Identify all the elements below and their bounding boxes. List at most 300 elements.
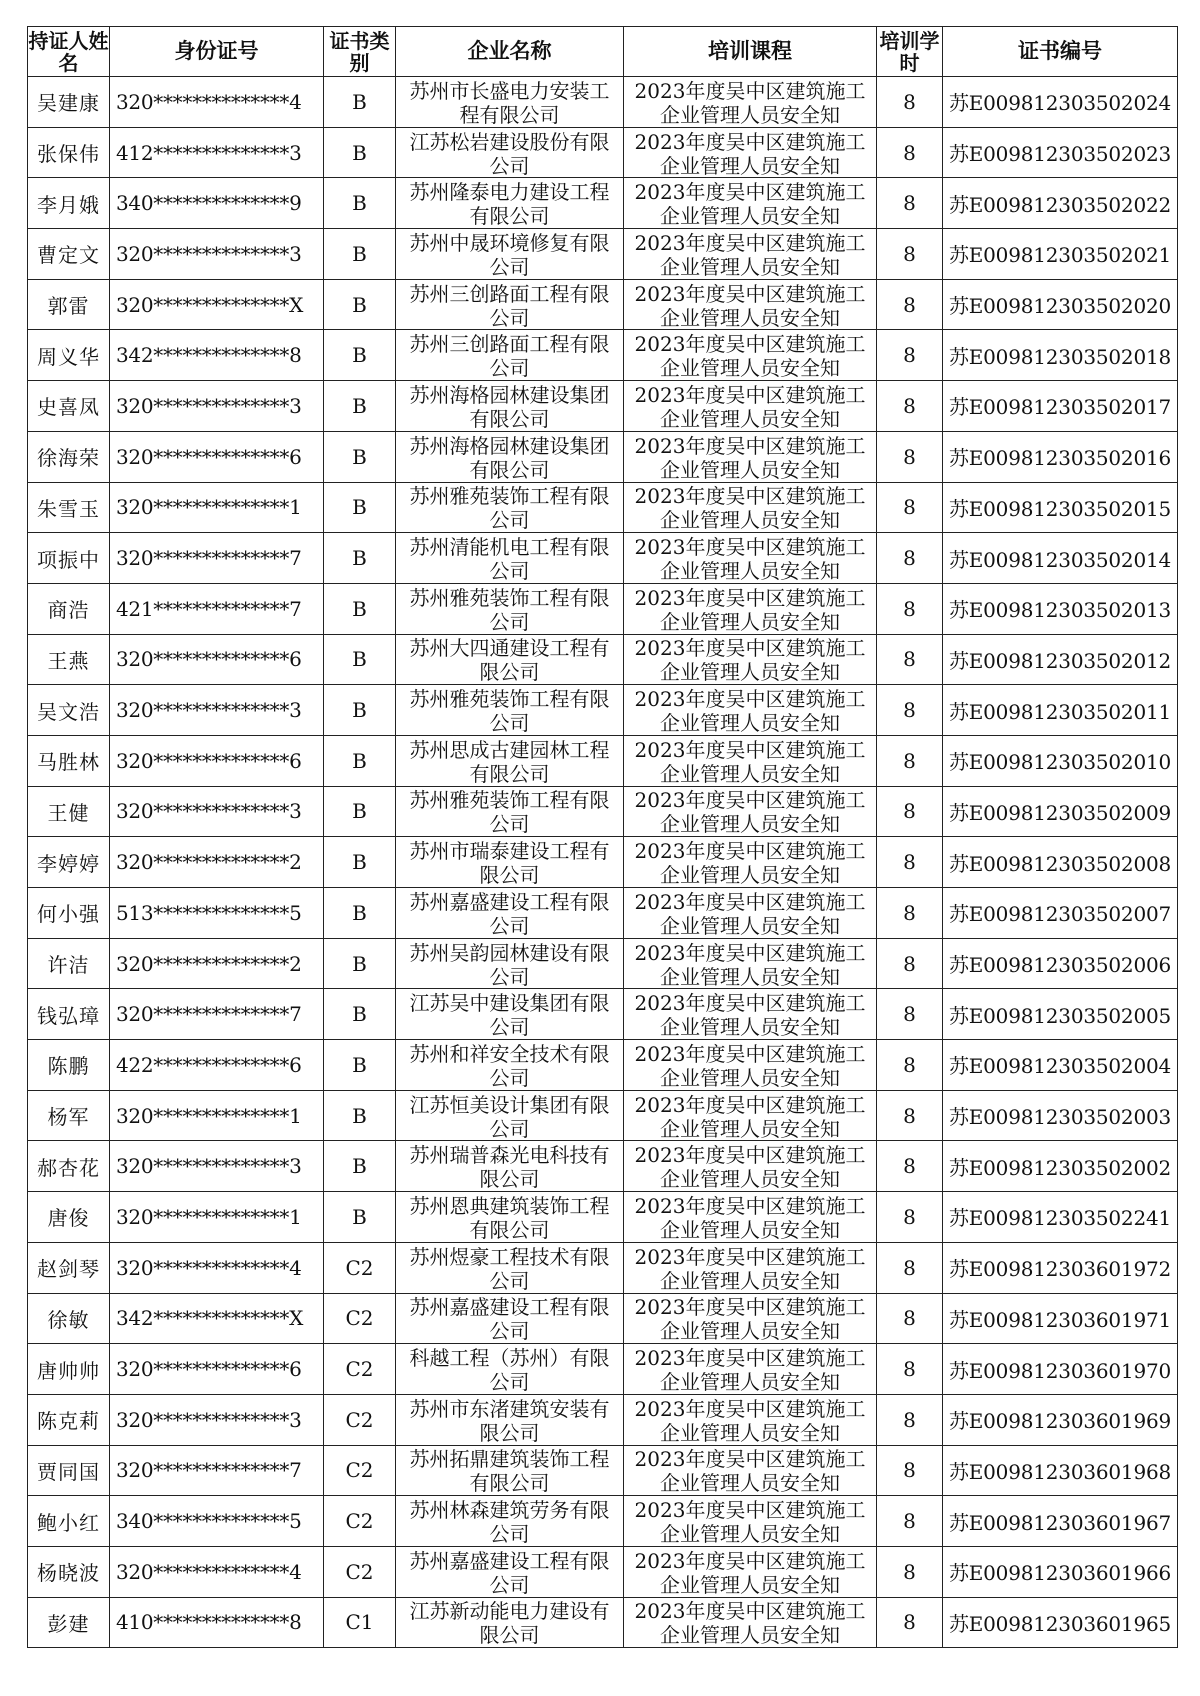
cell-cert: 苏E009812303601968 [943, 1445, 1178, 1496]
cell-class: C2 [324, 1546, 396, 1597]
cell-cert: 苏E009812303502002 [943, 1141, 1178, 1192]
cell-class: B [324, 1141, 396, 1192]
cell-company-text: 苏州雅苑装饰工程有限公司 [409, 585, 610, 632]
cell-course-text: 2023年度吴中区建筑施工企业管理人员安全知 [634, 889, 866, 936]
cell-company-text: 苏州市瑞泰建设工程有限公司 [409, 839, 610, 886]
cell-company-text: 苏州和祥安全技术有限公司 [409, 1041, 610, 1088]
cell-company-text: 苏州海格园林建设集团有限公司 [409, 382, 610, 429]
header-company: 企业名称 [396, 27, 624, 77]
cell-company-text: 苏州瑞普森光电科技有限公司 [409, 1143, 610, 1190]
cell-company [396, 431, 624, 482]
cell-class: B [324, 431, 396, 482]
cell-hours: 8 [877, 330, 943, 381]
cell-name: 杨晓波 [28, 1546, 110, 1597]
cell-company [396, 583, 624, 634]
cell-company [396, 381, 624, 432]
cell-cert: 苏E009812303502021 [943, 229, 1178, 280]
cell-name: 史喜凤 [28, 381, 110, 432]
cell-name: 郭雷 [28, 279, 110, 330]
cell-name: 李婷婷 [28, 837, 110, 888]
cell-course-text: 2023年度吴中区建筑施工企业管理人员安全知 [634, 1092, 866, 1139]
cell-company-text: 江苏吴中建设集团有限公司 [409, 991, 610, 1038]
cell-cert: 苏E009812303601965 [943, 1597, 1178, 1648]
cell-cert: 苏E009812303601966 [943, 1546, 1178, 1597]
cell-hours: 8 [877, 1597, 943, 1648]
cell-id: 320**************4 [110, 1242, 324, 1293]
cell-course-text: 2023年度吴中区建筑施工企业管理人员安全知 [634, 129, 866, 176]
cell-company-text: 苏州煜豪工程技术有限公司 [409, 1244, 610, 1291]
cell-hours: 8 [877, 1546, 943, 1597]
table-row [28, 482, 1178, 533]
cell-company-text: 苏州三创路面工程有限公司 [409, 332, 610, 379]
header-hours: 培训学时 [877, 27, 943, 77]
cell-course [624, 533, 877, 584]
cell-hours: 8 [877, 279, 943, 330]
cell-course-text: 2023年度吴中区建筑施工企业管理人员安全知 [634, 737, 866, 784]
cell-course [624, 1597, 877, 1648]
cell-hours: 8 [877, 381, 943, 432]
cell-company [396, 888, 624, 939]
cell-name: 吴文浩 [28, 685, 110, 736]
header-class: 证书类别 [324, 27, 396, 77]
cell-company-text: 苏州嘉盛建设工程有限公司 [409, 1548, 610, 1595]
table-row [28, 1445, 1178, 1496]
table-row [28, 1496, 1178, 1547]
cell-id: 320**************1 [110, 1192, 324, 1243]
cell-course-text: 2023年度吴中区建筑施工企业管理人员安全知 [634, 382, 866, 429]
cell-company-text: 苏州恩典建筑装饰工程有限公司 [409, 1193, 610, 1240]
cell-company-text: 科越工程（苏州）有限公司 [409, 1346, 610, 1393]
header-cert: 证书编号 [943, 27, 1178, 77]
cell-class: B [324, 381, 396, 432]
cell-course [624, 1192, 877, 1243]
cell-id: 422**************6 [110, 1040, 324, 1091]
cell-course [624, 1394, 877, 1445]
cell-course [624, 279, 877, 330]
cell-id: 320**************7 [110, 533, 324, 584]
cell-name: 唐帅帅 [28, 1344, 110, 1395]
cell-course [624, 1546, 877, 1597]
cell-hours: 8 [877, 735, 943, 786]
cell-name: 马胜林 [28, 735, 110, 786]
cell-hours: 8 [877, 1090, 943, 1141]
cell-id: 320**************6 [110, 634, 324, 685]
cell-hours: 8 [877, 888, 943, 939]
cell-course-text: 2023年度吴中区建筑施工企业管理人员安全知 [634, 1143, 866, 1190]
header-row [28, 27, 1178, 77]
cell-class: B [324, 279, 396, 330]
cell-hours: 8 [877, 229, 943, 280]
cell-cert: 苏E009812303502015 [943, 482, 1178, 533]
cell-company [396, 786, 624, 837]
cell-course-text: 2023年度吴中区建筑施工企业管理人员安全知 [634, 636, 866, 683]
table-row [28, 735, 1178, 786]
cell-course-text: 2023年度吴中区建筑施工企业管理人员安全知 [634, 1548, 866, 1595]
cell-company [396, 1597, 624, 1648]
cell-course-text: 2023年度吴中区建筑施工企业管理人员安全知 [634, 180, 866, 227]
cell-cert: 苏E009812303502024 [943, 77, 1178, 128]
cell-name: 郝杏花 [28, 1141, 110, 1192]
cell-company [396, 1496, 624, 1547]
cell-course-text: 2023年度吴中区建筑施工企业管理人员安全知 [634, 1244, 866, 1291]
cell-name: 杨军 [28, 1090, 110, 1141]
cell-cert: 苏E009812303502011 [943, 685, 1178, 736]
cell-class: B [324, 1040, 396, 1091]
cell-course-text: 2023年度吴中区建筑施工企业管理人员安全知 [634, 281, 866, 328]
cell-name: 彭建 [28, 1597, 110, 1648]
cell-company [396, 1394, 624, 1445]
cell-id: 320**************2 [110, 837, 324, 888]
cell-cert: 苏E009812303601972 [943, 1242, 1178, 1293]
cell-id: 320**************4 [110, 1546, 324, 1597]
table-row [28, 1192, 1178, 1243]
cell-name: 张保伟 [28, 127, 110, 178]
table-row [28, 127, 1178, 178]
cell-class: B [324, 634, 396, 685]
cell-hours: 8 [877, 1040, 943, 1091]
cell-course [624, 1293, 877, 1344]
cell-id: 320**************3 [110, 229, 324, 280]
cell-company [396, 229, 624, 280]
cell-cert: 苏E009812303601969 [943, 1394, 1178, 1445]
cell-id: 320**************3 [110, 381, 324, 432]
cell-cert: 苏E009812303502010 [943, 735, 1178, 786]
cell-company-text: 苏州雅苑装饰工程有限公司 [409, 484, 610, 531]
cell-name: 周义华 [28, 330, 110, 381]
cell-course [624, 1040, 877, 1091]
cell-course [624, 989, 877, 1040]
cell-cert: 苏E009812303502014 [943, 533, 1178, 584]
cell-course-text: 2023年度吴中区建筑施工企业管理人员安全知 [634, 991, 866, 1038]
table-row [28, 1040, 1178, 1091]
cell-id: 340**************9 [110, 178, 324, 229]
cell-hours: 8 [877, 431, 943, 482]
cell-hours: 8 [877, 634, 943, 685]
cell-name: 王燕 [28, 634, 110, 685]
cell-name: 陈鹏 [28, 1040, 110, 1091]
cell-class: B [324, 989, 396, 1040]
cell-company [396, 127, 624, 178]
cell-cert: 苏E009812303502022 [943, 178, 1178, 229]
cell-class: B [324, 229, 396, 280]
cell-name: 朱雪玉 [28, 482, 110, 533]
cell-hours: 8 [877, 1141, 943, 1192]
cell-course [624, 837, 877, 888]
cell-cert: 苏E009812303601970 [943, 1344, 1178, 1395]
cell-course-text: 2023年度吴中区建筑施工企业管理人员安全知 [634, 788, 866, 835]
cell-course-text: 2023年度吴中区建筑施工企业管理人员安全知 [634, 1498, 866, 1545]
cell-company-text: 苏州嘉盛建设工程有限公司 [409, 889, 610, 936]
cell-course [624, 127, 877, 178]
cell-company-text: 江苏松岩建设股份有限公司 [409, 129, 610, 176]
table-row [28, 1546, 1178, 1597]
cell-company [396, 837, 624, 888]
cell-hours: 8 [877, 583, 943, 634]
table-row [28, 178, 1178, 229]
cell-name: 吴建康 [28, 77, 110, 128]
cell-hours: 8 [877, 482, 943, 533]
header-name: 持证人姓名 [28, 28, 109, 75]
cell-id: 340**************5 [110, 1496, 324, 1547]
cell-name: 鲍小红 [28, 1496, 110, 1547]
cell-cert: 苏E009812303502241 [943, 1192, 1178, 1243]
cell-id: 320**************2 [110, 938, 324, 989]
cell-class: C2 [324, 1293, 396, 1344]
cell-name: 唐俊 [28, 1192, 110, 1243]
cell-name: 李月娥 [28, 178, 110, 229]
cell-name: 王健 [28, 786, 110, 837]
cell-company [396, 1445, 624, 1496]
cell-name: 商浩 [28, 583, 110, 634]
cell-company-text: 苏州雅苑装饰工程有限公司 [409, 687, 610, 734]
cell-company [396, 634, 624, 685]
cell-course [624, 330, 877, 381]
table-row [28, 583, 1178, 634]
table-row [28, 1394, 1178, 1445]
table-row [28, 786, 1178, 837]
cell-course [624, 888, 877, 939]
cell-course-text: 2023年度吴中区建筑施工企业管理人员安全知 [634, 1295, 866, 1342]
cell-cert: 苏E009812303502012 [943, 634, 1178, 685]
cell-name: 陈克莉 [28, 1394, 110, 1445]
cell-course [624, 786, 877, 837]
cell-company-text: 苏州嘉盛建设工程有限公司 [409, 1295, 610, 1342]
cell-company-text: 苏州三创路面工程有限公司 [409, 281, 610, 328]
table-row [28, 888, 1178, 939]
cell-company-text: 苏州市东渚建筑安装有限公司 [409, 1396, 610, 1443]
cell-hours: 8 [877, 1242, 943, 1293]
table-row [28, 1090, 1178, 1141]
cell-hours: 8 [877, 1344, 943, 1395]
cell-course-text: 2023年度吴中区建筑施工企业管理人员安全知 [634, 433, 866, 480]
cell-class: B [324, 685, 396, 736]
cell-name: 项振中 [28, 533, 110, 584]
cell-course [624, 431, 877, 482]
cell-course [624, 1344, 877, 1395]
cell-class: B [324, 735, 396, 786]
cell-company-text: 苏州大四通建设工程有限公司 [409, 636, 610, 683]
cell-company [396, 938, 624, 989]
cell-class: C2 [324, 1445, 396, 1496]
cell-id: 320**************4 [110, 77, 324, 128]
table-row [28, 989, 1178, 1040]
table-row [28, 837, 1178, 888]
cell-class: B [324, 127, 396, 178]
cell-cert: 苏E009812303502023 [943, 127, 1178, 178]
cell-class: B [324, 1090, 396, 1141]
cell-company [396, 1192, 624, 1243]
cell-class: B [324, 1192, 396, 1243]
cell-class: C2 [324, 1344, 396, 1395]
cell-id: 320**************1 [110, 482, 324, 533]
cell-company [396, 178, 624, 229]
cell-class: C2 [324, 1242, 396, 1293]
cell-course [624, 229, 877, 280]
cell-id: 320**************3 [110, 1394, 324, 1445]
table-row [28, 938, 1178, 989]
cell-company [396, 533, 624, 584]
cell-id: 342**************X [110, 1293, 324, 1344]
cell-cert: 苏E009812303502013 [943, 583, 1178, 634]
cell-class: B [324, 888, 396, 939]
cell-id: 342**************8 [110, 330, 324, 381]
cell-name: 徐敏 [28, 1293, 110, 1344]
table-row [28, 1141, 1178, 1192]
cell-hours: 8 [877, 77, 943, 128]
header-id: 身份证号 [110, 27, 324, 77]
cell-company-text: 苏州清能机电工程有限公司 [409, 535, 610, 582]
cell-class: C2 [324, 1496, 396, 1547]
certificate-table [27, 26, 1178, 1648]
cell-company [396, 1141, 624, 1192]
cell-id: 513**************5 [110, 888, 324, 939]
cell-hours: 8 [877, 786, 943, 837]
cell-id: 412**************3 [110, 127, 324, 178]
cell-id: 320**************3 [110, 685, 324, 736]
cell-company-text: 苏州思成古建园林工程有限公司 [409, 737, 610, 784]
cell-hours: 8 [877, 1192, 943, 1243]
table-row [28, 1344, 1178, 1395]
cell-id: 320**************3 [110, 1141, 324, 1192]
cell-cert: 苏E009812303502008 [943, 837, 1178, 888]
cell-company [396, 989, 624, 1040]
table-row [28, 229, 1178, 280]
cell-company-text: 苏州海格园林建设集团有限公司 [409, 433, 610, 480]
cell-company-text: 苏州市长盛电力安装工程有限公司 [409, 78, 610, 125]
cell-cert: 苏E009812303502003 [943, 1090, 1178, 1141]
cell-cert: 苏E009812303502016 [943, 431, 1178, 482]
cell-hours: 8 [877, 533, 943, 584]
cell-company [396, 735, 624, 786]
cell-cert: 苏E009812303502006 [943, 938, 1178, 989]
table-row [28, 634, 1178, 685]
cell-class: C1 [324, 1597, 396, 1648]
cell-hours: 8 [877, 1293, 943, 1344]
cell-cert: 苏E009812303601971 [943, 1293, 1178, 1344]
cell-id: 410**************8 [110, 1597, 324, 1648]
cell-id: 421**************7 [110, 583, 324, 634]
cell-course-text: 2023年度吴中区建筑施工企业管理人员安全知 [634, 940, 866, 987]
cell-class: B [324, 837, 396, 888]
cell-name: 何小强 [28, 888, 110, 939]
table-row [28, 330, 1178, 381]
cell-course [624, 1445, 877, 1496]
table-body [28, 77, 1178, 1648]
cell-cert: 苏E009812303502020 [943, 279, 1178, 330]
cell-course-text: 2023年度吴中区建筑施工企业管理人员安全知 [634, 1599, 866, 1646]
cell-class: B [324, 178, 396, 229]
cell-cert: 苏E009812303502007 [943, 888, 1178, 939]
cell-hours: 8 [877, 1445, 943, 1496]
cell-course-text: 2023年度吴中区建筑施工企业管理人员安全知 [634, 687, 866, 734]
cell-course-text: 2023年度吴中区建筑施工企业管理人员安全知 [634, 332, 866, 379]
cell-company [396, 482, 624, 533]
cell-id: 320**************6 [110, 735, 324, 786]
cell-name: 许洁 [28, 938, 110, 989]
cell-course-text: 2023年度吴中区建筑施工企业管理人员安全知 [634, 1447, 866, 1494]
cell-course [624, 735, 877, 786]
cell-company [396, 1344, 624, 1395]
cell-class: B [324, 330, 396, 381]
cell-course-text: 2023年度吴中区建筑施工企业管理人员安全知 [634, 484, 866, 531]
cell-company-text: 苏州中晟环境修复有限公司 [409, 230, 610, 277]
cell-hours: 8 [877, 127, 943, 178]
cell-course-text: 2023年度吴中区建筑施工企业管理人员安全知 [634, 585, 866, 632]
cell-course-text: 2023年度吴中区建筑施工企业管理人员安全知 [634, 78, 866, 125]
table-row [28, 1293, 1178, 1344]
cell-company [396, 77, 624, 128]
cell-id: 320**************6 [110, 1344, 324, 1395]
cell-cert: 苏E009812303502009 [943, 786, 1178, 837]
table-row [28, 1242, 1178, 1293]
cell-company-text: 苏州林森建筑劳务有限公司 [409, 1498, 610, 1545]
cell-course [624, 1090, 877, 1141]
cell-class: B [324, 482, 396, 533]
cell-hours: 8 [877, 1394, 943, 1445]
cell-id: 320**************7 [110, 1445, 324, 1496]
cell-name: 曹定文 [28, 229, 110, 280]
cell-company-text: 苏州拓鼎建筑装饰工程有限公司 [409, 1447, 610, 1494]
cell-course [624, 583, 877, 634]
header-course: 培训课程 [624, 27, 877, 77]
cell-name: 徐海荣 [28, 431, 110, 482]
cell-course-text: 2023年度吴中区建筑施工企业管理人员安全知 [634, 535, 866, 582]
cell-course [624, 178, 877, 229]
cell-class: B [324, 533, 396, 584]
table-row [28, 381, 1178, 432]
cell-course [624, 482, 877, 533]
cell-company-text: 苏州雅苑装饰工程有限公司 [409, 788, 610, 835]
cell-company [396, 1040, 624, 1091]
cell-hours: 8 [877, 989, 943, 1040]
cell-hours: 8 [877, 178, 943, 229]
cell-class: B [324, 77, 396, 128]
cell-cert: 苏E009812303502018 [943, 330, 1178, 381]
cell-hours: 8 [877, 837, 943, 888]
cell-id: 320**************3 [110, 786, 324, 837]
cell-cert: 苏E009812303502005 [943, 989, 1178, 1040]
cell-course [624, 634, 877, 685]
cell-course-text: 2023年度吴中区建筑施工企业管理人员安全知 [634, 1346, 866, 1393]
cell-class: C2 [324, 1394, 396, 1445]
cell-name: 赵剑琴 [28, 1242, 110, 1293]
cell-company [396, 279, 624, 330]
cell-course [624, 1141, 877, 1192]
cell-company [396, 1090, 624, 1141]
cell-cert: 苏E009812303502004 [943, 1040, 1178, 1091]
cell-company [396, 1242, 624, 1293]
cell-cert: 苏E009812303502017 [943, 381, 1178, 432]
table-row [28, 685, 1178, 736]
cell-company [396, 1546, 624, 1597]
cell-course-text: 2023年度吴中区建筑施工企业管理人员安全知 [634, 1396, 866, 1443]
table-row [28, 533, 1178, 584]
cell-company [396, 685, 624, 736]
table-row [28, 431, 1178, 482]
table-row [28, 1597, 1178, 1648]
cell-company-text: 江苏恒美设计集团有限公司 [409, 1092, 610, 1139]
cell-course-text: 2023年度吴中区建筑施工企业管理人员安全知 [634, 230, 866, 277]
cell-class: B [324, 583, 396, 634]
cell-course [624, 1242, 877, 1293]
cell-company [396, 1293, 624, 1344]
cell-company-text: 苏州吴韵园林建设有限公司 [409, 940, 610, 987]
cell-id: 320**************7 [110, 989, 324, 1040]
table-row [28, 279, 1178, 330]
cell-name: 贾同国 [28, 1445, 110, 1496]
cell-company-text: 苏州隆泰电力建设工程有限公司 [409, 180, 610, 227]
cell-cert: 苏E009812303601967 [943, 1496, 1178, 1547]
